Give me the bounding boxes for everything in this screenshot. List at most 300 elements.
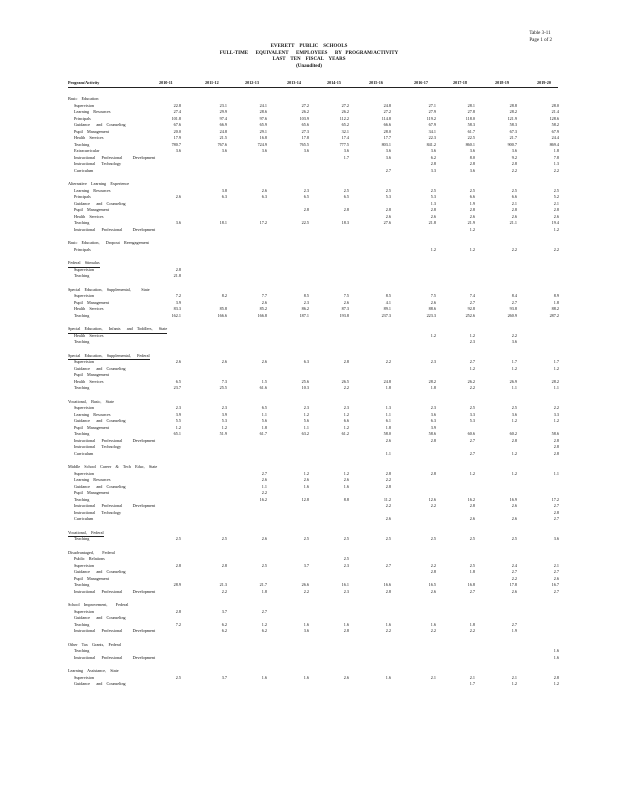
- section-heading: Vocational, Basic, State: [68, 398, 114, 404]
- table-cell: 6.6: [511, 194, 517, 199]
- table-cell: 20.0: [173, 128, 181, 134]
- row-label: Health Services: [74, 378, 104, 384]
- table-cell: 2.2: [261, 490, 267, 495]
- table-cell: 5.6: [303, 418, 309, 423]
- table-cell: 6.2: [221, 621, 227, 627]
- table-cell: 2.2: [385, 628, 391, 633]
- table-cell: 2.7: [553, 569, 559, 574]
- table-row: [0, 681, 618, 688]
- row-spacer: [0, 595, 618, 602]
- table-cell: 128.6: [549, 115, 559, 121]
- table-cell: 1.2: [261, 621, 267, 627]
- table-cell: 2.8: [343, 359, 349, 364]
- table-cell: 58.3: [467, 122, 475, 127]
- table-cell: 17.2: [259, 220, 267, 225]
- table-cell: 2.8: [430, 470, 436, 476]
- row-spacer: [0, 174, 618, 181]
- row-label: Instructional Technology: [74, 161, 122, 166]
- table-cell: 16.1: [341, 582, 349, 587]
- table-cell: 2.6: [511, 588, 517, 594]
- table-cell: 1.1: [553, 470, 559, 476]
- table-cell: 3.6: [430, 411, 436, 417]
- table-cell: 2.7: [469, 588, 475, 594]
- table-cell: 2.2: [303, 588, 309, 594]
- table-cell: 2.3: [430, 405, 436, 410]
- section-heading: Federal Stimulus: [68, 260, 100, 268]
- table-cell: 1.6: [303, 483, 309, 489]
- table-cell: 2.6: [511, 503, 517, 508]
- table-cell: 1.8: [469, 621, 475, 627]
- row-label: Pupil Management: [74, 372, 109, 377]
- table-cell: 869.4: [549, 141, 559, 147]
- table-cell: 17.9: [173, 135, 181, 140]
- table-cell: 2.6: [430, 299, 436, 305]
- row-label: Guidance and Counseling: [74, 615, 126, 620]
- table-cell: 119.2: [426, 115, 436, 121]
- table-cell: 2.1: [511, 674, 517, 680]
- table-cell: 2.8: [511, 207, 517, 212]
- table-cell: 2.2: [511, 575, 517, 581]
- table-cell: 27.2: [301, 102, 309, 108]
- column-header-year: 2015-16: [369, 80, 383, 85]
- table-cell: 1.2: [343, 424, 349, 430]
- table-cell: 101.8: [171, 115, 181, 121]
- table-cell: 2.3: [221, 405, 227, 410]
- table-cell: 28.2: [509, 109, 517, 114]
- table-cell: 780.7: [171, 141, 181, 147]
- table-cell: 1.6: [553, 654, 559, 660]
- table-cell: 2.1: [553, 562, 559, 568]
- row-label: Guidance and Counseling: [74, 569, 126, 574]
- row-label: Instructional Professional Development: [74, 654, 156, 660]
- table-cell: 6.5: [303, 194, 309, 199]
- table-cell: 1.2: [469, 246, 475, 252]
- table-cell: 58.6: [428, 431, 436, 436]
- table-cell: 1.2: [303, 470, 309, 476]
- table-cell: 7.5: [430, 293, 436, 298]
- row-label: Teaching: [74, 648, 90, 653]
- row-label: Guidance and Counseling: [74, 418, 126, 423]
- table-cell: 1.1: [553, 385, 559, 390]
- table-cell: 8.8: [343, 496, 349, 502]
- table-cell: 2.2: [553, 246, 559, 252]
- row-label: Guidance and Counseling: [74, 200, 126, 206]
- table-cell: 2.6: [553, 213, 559, 219]
- table-cell: 3.6: [511, 339, 517, 344]
- table-cell: 10.3: [301, 385, 309, 390]
- table-cell: 3.7: [221, 674, 227, 680]
- table-cell: 5.6: [261, 418, 267, 423]
- table-cell: 2.5: [553, 187, 559, 193]
- table-cell: 112.2: [339, 115, 349, 121]
- section-heading: Special Education, Supplemental, Federal: [68, 353, 150, 361]
- table-cell: 4.1: [385, 299, 391, 305]
- table-cell: 3.6: [343, 148, 349, 153]
- table-cell: 25.5: [219, 385, 227, 390]
- row-label: Teaching: [74, 582, 90, 587]
- table-cell: 1.3: [385, 405, 391, 410]
- table-cell: 3.6: [261, 148, 267, 153]
- table-cell: 2.6: [303, 477, 309, 482]
- table-cell: 1.8: [553, 299, 559, 305]
- row-spacer: [0, 392, 618, 399]
- table-cell: 860.1: [465, 141, 475, 147]
- table-cell: 2.3: [175, 405, 181, 410]
- data-table: [0, 96, 618, 688]
- table-cell: 6.5: [175, 378, 181, 384]
- table-cell: 1.2: [469, 470, 475, 476]
- row-label: Curriculum: [74, 516, 94, 521]
- table-cell: 8.2: [221, 293, 227, 298]
- row-label: Principals: [74, 194, 91, 199]
- table-cell: 7.7: [261, 293, 267, 298]
- row-label: Guidance and Counseling: [74, 122, 126, 127]
- table-cell: 2.3: [343, 588, 349, 594]
- table-cell: 2.5: [175, 536, 181, 541]
- table-cell: 2.5: [469, 562, 475, 568]
- table-cell: 2.7: [511, 569, 517, 574]
- table-cell: 767.6: [217, 141, 227, 147]
- table-cell: 162.1: [171, 312, 181, 318]
- table-cell: 7.8: [553, 154, 559, 160]
- table-cell: 1.2: [553, 226, 559, 232]
- table-cell: 1.1: [385, 450, 391, 456]
- table-cell: 2.5: [469, 405, 475, 410]
- table-cell: 1.8: [469, 569, 475, 574]
- table-cell: 2.8: [553, 207, 559, 212]
- table-cell: 7.5: [343, 293, 349, 298]
- table-cell: 114.8: [381, 115, 391, 121]
- table-cell: 2.3: [343, 405, 349, 410]
- table-cell: 1.8: [385, 385, 391, 390]
- table-cell: 2.6: [175, 194, 181, 199]
- table-cell: 21.8: [428, 220, 436, 225]
- table-cell: 166.6: [217, 312, 227, 318]
- table-cell: 24.4: [551, 135, 559, 140]
- table-cell: 1.1: [303, 424, 309, 430]
- table-cell: 1.2: [221, 424, 227, 430]
- row-spacer: [0, 457, 618, 464]
- table-cell: 65.1: [173, 431, 181, 436]
- table-cell: 2.8: [430, 569, 436, 574]
- row-label: Teaching: [74, 536, 90, 541]
- table-cell: 32.1: [341, 128, 349, 134]
- table-cell: 2.8: [469, 503, 475, 508]
- table-cell: 61.2: [341, 431, 349, 436]
- table-cell: 67.3: [509, 128, 517, 134]
- table-cell: 3.6: [175, 220, 181, 225]
- table-cell: 27.9: [428, 109, 436, 114]
- table-cell: 16.5: [428, 582, 436, 587]
- table-cell: 16.8: [467, 582, 475, 587]
- row-spacer: [0, 280, 618, 287]
- row-label: Supervision: [74, 102, 95, 108]
- table-cell: 3.9: [430, 424, 436, 430]
- table-cell: 1.3: [553, 161, 559, 166]
- table-cell: 2.6: [469, 516, 475, 521]
- table-cell: 2.1: [553, 200, 559, 206]
- section-heading: Other Tax Grants, Federal: [68, 641, 122, 647]
- section-heading: Vocational, Federal: [68, 530, 104, 538]
- table-cell: 2.5: [261, 562, 267, 568]
- table-number: Table 3-11: [529, 31, 551, 36]
- table-cell: 1.2: [343, 470, 349, 476]
- table-cell: 1.1: [511, 385, 517, 390]
- table-cell: 3.6: [469, 167, 475, 173]
- table-cell: 2.3: [430, 359, 436, 364]
- table-cell: 6.6: [469, 194, 475, 199]
- table-cell: 2.7: [469, 437, 475, 443]
- table-cell: 2.6: [221, 359, 227, 364]
- table-cell: 65.9: [259, 122, 267, 127]
- table-cell: 28.9: [173, 582, 181, 587]
- table-cell: 18.3: [341, 220, 349, 225]
- row-label: Principals: [74, 246, 91, 252]
- table-cell: 34.1: [428, 128, 436, 134]
- table-cell: 3.6: [553, 536, 559, 541]
- table-cell: 121.9: [507, 115, 517, 121]
- row-label: Supervision: [74, 608, 95, 614]
- row-label: Pupil Management: [74, 424, 109, 430]
- table-cell: 3.6: [221, 148, 227, 153]
- row-spacer: [0, 661, 618, 668]
- row-label: Health Services: [74, 332, 104, 338]
- table-cell: 11.2: [383, 496, 391, 502]
- column-header-year: 2016-17: [414, 80, 428, 85]
- table-cell: 21.3: [219, 582, 227, 587]
- row-label: Pupil Management: [74, 575, 109, 581]
- table-cell: 1.2: [553, 418, 559, 423]
- section-heading: Learning Assistance, State: [68, 668, 119, 673]
- table-cell: 2.2: [221, 588, 227, 594]
- row-spacer: [0, 346, 618, 353]
- table-cell: 2.5: [343, 556, 349, 561]
- table-cell: 1.6: [385, 674, 391, 680]
- table-cell: 8.5: [385, 293, 391, 298]
- table-cell: 17.2: [551, 496, 559, 502]
- table-cell: 21.5: [219, 135, 227, 140]
- table-cell: 2.3: [303, 299, 309, 305]
- table-cell: 287.2: [549, 312, 559, 318]
- row-label: Teaching: [74, 496, 90, 502]
- section-heading: Special Education, Infants and Toddlers, State: [68, 326, 167, 334]
- column-header-year: 2012-13: [245, 80, 259, 85]
- table-cell: 2.5: [385, 187, 391, 193]
- table-cell: 1.7: [553, 359, 559, 364]
- table-cell: 66.9: [219, 122, 227, 127]
- table-cell: 67.9: [428, 122, 436, 127]
- table-cell: 1.6: [303, 621, 309, 627]
- table-cell: 5.2: [553, 194, 559, 199]
- table-cell: 2.8: [303, 207, 309, 212]
- table-cell: 22.5: [301, 220, 309, 225]
- table-cell: 8.4: [511, 293, 517, 298]
- table-cell: 2.6: [385, 437, 391, 443]
- column-header-year: 2018-19: [495, 80, 509, 85]
- title-line: FULL-TIME EQUIVALENT EMPLOYEES BY PROGRAM/ACTIVITY: [219, 50, 399, 56]
- column-header-program-activity: Program/Activity: [68, 80, 100, 85]
- table-cell: 2.5: [430, 187, 436, 193]
- table-cell: 17.8: [509, 582, 517, 587]
- table-cell: 12.8: [301, 496, 309, 502]
- table-cell: 166.8: [257, 312, 267, 318]
- table-cell: 6.2: [430, 154, 436, 160]
- table-cell: 22.8: [173, 102, 181, 108]
- table-cell: 58.0: [383, 431, 391, 436]
- table-cell: 22.5: [467, 135, 475, 140]
- table-cell: 1.2: [469, 365, 475, 371]
- table-cell: 2.5: [511, 536, 517, 541]
- table-cell: 65.6: [301, 122, 309, 127]
- table-cell: 193.8: [339, 312, 349, 318]
- table-cell: 2.6: [343, 299, 349, 305]
- section-heading: Special Education, Supplemental, State: [68, 286, 150, 292]
- column-header-year: 2014-15: [327, 80, 341, 85]
- table-cell: 3.9: [175, 411, 181, 417]
- table-cell: 2.5: [511, 187, 517, 193]
- table-cell: 103.9: [299, 115, 309, 121]
- table-cell: 3.9: [221, 411, 227, 417]
- table-cell: 26.2: [467, 378, 475, 384]
- table-cell: 2.2: [385, 477, 391, 482]
- table-cell: 2.5: [469, 536, 475, 541]
- table-cell: 23.7: [173, 385, 181, 390]
- table-cell: 58.6: [551, 431, 559, 436]
- table-cell: 1.6: [261, 674, 267, 680]
- table-cell: 841.2: [426, 141, 436, 147]
- table-cell: 1.2: [553, 365, 559, 371]
- table-cell: 5.3: [385, 194, 391, 199]
- table-cell: 83.3: [173, 306, 181, 311]
- row-label: Instructional Professional Development: [74, 154, 156, 160]
- table-cell: 24.1: [259, 102, 267, 108]
- table-cell: 3.6: [511, 148, 517, 153]
- table-cell: 3.6: [469, 148, 475, 153]
- table-cell: 8.9: [553, 293, 559, 298]
- table-cell: 8.0: [469, 154, 475, 160]
- table-cell: 2.7: [385, 562, 391, 568]
- table-cell: 1.2: [469, 332, 475, 338]
- table-cell: 2.8: [553, 444, 559, 449]
- row-label: Teaching: [74, 339, 90, 344]
- table-cell: 2.3: [303, 405, 309, 410]
- table-cell: 67.6: [173, 122, 181, 127]
- table-cell: 1.2: [511, 365, 517, 371]
- table-cell: 88.6: [428, 306, 436, 311]
- table-cell: 2.8: [385, 207, 391, 212]
- table-cell: 2.6: [385, 213, 391, 219]
- table-cell: 3.3: [430, 167, 436, 173]
- row-label: Supervision: [74, 266, 95, 272]
- row-spacer: [0, 253, 618, 260]
- table-cell: 2.2: [553, 167, 559, 173]
- table-cell: 28.0: [551, 102, 559, 108]
- row-label: Extracurricular: [74, 148, 100, 153]
- table-cell: 28.2: [551, 378, 559, 384]
- table-cell: 2.8: [511, 437, 517, 443]
- table-cell: 2.6: [385, 516, 391, 521]
- row-label: Supervision: [74, 293, 95, 298]
- table-cell: 16.6: [383, 582, 391, 587]
- table-cell: 2.3: [469, 339, 475, 344]
- table-cell: 2.6: [511, 516, 517, 521]
- title-line: (Unaudited): [296, 63, 322, 69]
- table-cell: 2.2: [430, 562, 436, 568]
- title-line: LAST TEN FISCAL YEARS: [272, 57, 346, 63]
- row-label: Instructional Professional Development: [74, 588, 156, 594]
- table-cell: 2.7: [469, 359, 475, 364]
- table-cell: 2.5: [430, 536, 436, 541]
- table-cell: 58.2: [551, 122, 559, 127]
- section-heading: Basic Education, Dropout Reengagement: [68, 240, 149, 245]
- table-cell: 1.6: [343, 621, 349, 627]
- column-header-year: 2011-12: [205, 80, 219, 85]
- table-cell: 1.8: [261, 588, 267, 594]
- header-rule: [68, 87, 558, 88]
- table-cell: 1.1: [385, 411, 391, 417]
- table-cell: 7.2: [175, 621, 181, 627]
- table-cell: 60.2: [509, 431, 517, 436]
- table-cell: 16.9: [509, 496, 517, 502]
- table-cell: 2.8: [175, 608, 181, 614]
- table-cell: 28.0: [383, 128, 391, 134]
- table-cell: 3.9: [175, 299, 181, 305]
- table-cell: 1.2: [511, 418, 517, 423]
- table-cell: 2.2: [343, 385, 349, 390]
- table-cell: 2.2: [553, 405, 559, 410]
- report-title: [0, 44, 618, 70]
- table-cell: 6.5: [261, 405, 267, 410]
- table-cell: 24.8: [383, 102, 391, 108]
- table-cell: 21.7: [259, 582, 267, 587]
- table-cell: 900.7: [507, 141, 517, 147]
- column-header-year: 2017-18: [453, 80, 467, 85]
- table-cell: 2.3: [343, 562, 349, 568]
- table-cell: 2.2: [385, 359, 391, 364]
- table-cell: 6.3: [303, 359, 309, 364]
- table-cell: 2.2: [430, 503, 436, 508]
- table-cell: 1.8: [261, 424, 267, 430]
- row-label: Health Services: [74, 135, 104, 140]
- table-cell: 1.9: [511, 628, 517, 633]
- table-cell: 2.8: [553, 450, 559, 456]
- table-cell: 2.6: [261, 299, 267, 305]
- table-cell: 5.5: [175, 418, 181, 423]
- table-cell: 2.5: [343, 187, 349, 193]
- table-cell: 1.2: [175, 424, 181, 430]
- table-cell: 2.8: [385, 470, 391, 476]
- row-label: Guidance and Counseling: [74, 681, 126, 686]
- table-cell: 2.7: [261, 470, 267, 476]
- table-cell: 1.8: [553, 148, 559, 153]
- row-label: Learning Resources: [74, 411, 111, 417]
- row-label: Pupil Management: [74, 490, 109, 495]
- column-header-year: 2013-14: [287, 80, 301, 85]
- table-cell: 3.6: [303, 628, 309, 633]
- row-spacer: [0, 635, 618, 642]
- table-cell: 7.2: [175, 293, 181, 298]
- table-cell: 2.5: [303, 536, 309, 541]
- table-cell: 2.6: [469, 213, 475, 219]
- table-cell: 65.2: [341, 122, 349, 127]
- row-label: Instructional Professional Development: [74, 503, 156, 508]
- table-cell: 27.2: [383, 109, 391, 114]
- row-label: Supervision: [74, 359, 95, 364]
- table-cell: 16.2: [467, 496, 475, 502]
- table-cell: 23.1: [219, 102, 227, 108]
- table-cell: 26.5: [341, 378, 349, 384]
- table-cell: 777.5: [339, 141, 349, 147]
